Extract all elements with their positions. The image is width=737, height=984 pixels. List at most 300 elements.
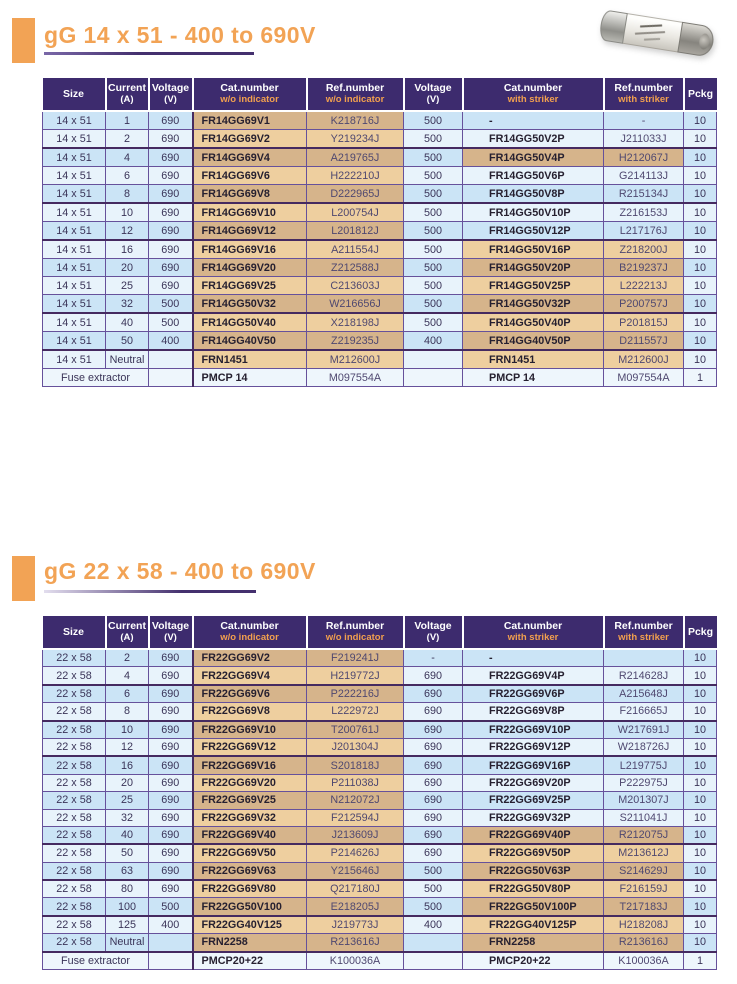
ref-number-cell: D222965J [307,185,404,204]
table-row [43,952,717,970]
ref-number-striker-cell: F216665J [604,703,684,721]
size-cell: 14 x 51 [43,222,106,241]
ref-number-striker-cell: L217176J [604,222,684,241]
cat-number-striker-cell: FR22GG69V4P [463,667,604,685]
voltage-cell: 690 [149,880,193,898]
voltage-striker-cell: 690 [404,809,463,826]
pckg-cell: 10 [684,111,717,130]
ref-number-striker-cell: T217183J [604,898,684,916]
current-cell: 8 [106,703,149,721]
size-cell: 14 x 51 [43,277,106,295]
size-cell: 22 x 58 [43,667,106,685]
cat-number-striker-cell: FR14GG50V10P [463,203,604,222]
cat-number-striker-cell: FR22GG69V40P [463,826,604,844]
cat-number-cell: FR22GG69V2 [193,649,307,667]
column-header: Current (A) [106,616,149,649]
size-cell: 14 x 51 [43,185,106,204]
cat-number-cell: FR14GG69V25 [193,277,307,295]
voltage-cell: 690 [149,809,193,826]
voltage-striker-cell [404,350,463,369]
voltage-striker-cell: 690 [404,756,463,774]
ref-number-cell: F219241J [307,649,404,667]
voltage-striker-cell: 690 [404,703,463,721]
voltage-striker-cell: 400 [404,916,463,934]
title-underline [44,52,254,55]
voltage-cell: 690 [149,649,193,667]
table-row [43,649,717,667]
voltage-striker-cell: 690 [404,774,463,791]
voltage-striker-cell: 690 [404,826,463,844]
current-cell: 12 [106,222,149,241]
fuse-cylinder [598,9,715,57]
ref-number-cell: N212072J [307,792,404,809]
cat-number-cell: FR14GG69V20 [193,259,307,277]
size-cell: 14 x 51 [43,130,106,149]
ref-number-striker-cell: S214629J [604,862,684,880]
fuse-print-mark [635,31,665,35]
cat-number-striker-cell: PMCP20+22 [463,952,604,970]
voltage-cell: 400 [149,916,193,934]
current-cell: 63 [106,862,149,880]
ref-number-cell: X218198J [307,313,404,332]
column-header: Ref.number w/o indicator [307,78,404,111]
current-cell: 2 [106,649,149,667]
pckg-cell: 10 [684,167,717,185]
table-row [43,203,717,222]
voltage-striker-cell: 500 [404,111,463,130]
pckg-cell: 10 [684,295,717,314]
ref-number-striker-cell: H212067J [604,148,684,167]
section-accent-block [12,556,35,601]
cat-number-cell: FR14GG40V50 [193,332,307,351]
ref-number-cell: R213616J [307,934,404,952]
pckg-cell: 10 [684,756,717,774]
cat-number-striker-cell: - [463,111,604,130]
voltage-cell: 690 [149,774,193,791]
current-cell: 1 [106,111,149,130]
pckg-cell: 10 [684,862,717,880]
cat-number-cell: FRN1451 [193,350,307,369]
cat-number-cell: FR22GG40V125 [193,916,307,934]
cat-number-striker-cell: FR22GG69V20P [463,774,604,791]
ref-number-striker-cell: F216159J [604,880,684,898]
ref-number-striker-cell: M212600J [604,350,684,369]
table-header [43,78,717,111]
cat-number-cell: FR22GG50V100 [193,898,307,916]
voltage-striker-cell [404,952,463,970]
table-row [43,826,717,844]
cat-number-striker-cell: FR14GG50V12P [463,222,604,241]
voltage-cell: 690 [149,185,193,204]
ref-number-cell: P214626J [307,844,404,862]
table-row [43,703,717,721]
size-cell: 22 x 58 [43,880,106,898]
ref-number-cell: Z219235J [307,332,404,351]
ref-number-cell: M212600J [307,350,404,369]
ref-number-striker-cell: K100036A [604,952,684,970]
cat-number-striker-cell: FR22GG69V32P [463,809,604,826]
voltage-cell: 690 [149,259,193,277]
cat-number-striker-cell: FR14GG40V50P [463,332,604,351]
pckg-cell: 10 [684,222,717,241]
pckg-cell: 10 [684,332,717,351]
column-header: Cat.number w/o indicator [193,616,307,649]
column-header: Ref.number with striker [604,616,684,649]
ref-number-striker-cell: S211041J [604,809,684,826]
current-cell: 8 [106,185,149,204]
cat-number-cell: FR22GG69V25 [193,792,307,809]
voltage-cell: 690 [149,862,193,880]
cat-number-cell: FR14GG69V2 [193,130,307,149]
cat-number-striker-cell: FRN2258 [463,934,604,952]
voltage-cell [149,952,193,970]
pckg-cell: 10 [684,934,717,952]
cat-number-cell: FR22GG69V8 [193,703,307,721]
ref-number-striker-cell: R213616J [604,934,684,952]
ref-number-striker-cell: R214628J [604,667,684,685]
ref-number-cell: M097554A [307,369,404,387]
ref-number-striker-cell: D211557J [604,332,684,351]
ref-number-cell: T200761J [307,721,404,739]
voltage-cell [149,934,193,952]
current-cell: 16 [106,240,149,259]
pckg-cell: 1 [684,369,717,387]
cat-number-cell: FR14GG69V6 [193,167,307,185]
size-cell: 14 x 51 [43,167,106,185]
voltage-striker-cell: 500 [404,880,463,898]
size-cell: 22 x 58 [43,916,106,934]
current-cell: 20 [106,774,149,791]
cat-number-cell: FR14GG69V4 [193,148,307,167]
ref-number-cell: A219765J [307,148,404,167]
table-body [43,111,717,387]
cat-number-striker-cell: FR14GG50V6P [463,167,604,185]
cat-number-cell: FR22GG69V40 [193,826,307,844]
table-row [43,880,717,898]
cat-number-striker-cell: - [463,649,604,667]
cat-number-cell: FR14GG69V12 [193,222,307,241]
column-header: Voltage (V) [404,616,463,649]
voltage-striker-cell: 500 [404,277,463,295]
voltage-striker-cell: 500 [404,130,463,149]
fuse-print-mark [644,38,660,41]
cat-number-cell: FR14GG50V40 [193,313,307,332]
ref-number-cell: L201812J [307,222,404,241]
current-cell: 125 [106,916,149,934]
pckg-cell: 10 [684,685,717,703]
cat-number-cell: FR22GG69V63 [193,862,307,880]
cat-number-cell: FRN2258 [193,934,307,952]
column-header: Cat.number with striker [463,616,604,649]
ref-number-cell: W216656J [307,295,404,314]
table-row [43,844,717,862]
table-row [43,685,717,703]
voltage-cell: 690 [149,756,193,774]
ref-number-striker-cell: R215134J [604,185,684,204]
table-row [43,721,717,739]
ref-number-striker-cell: L222213J [604,277,684,295]
cat-number-striker-cell: FR22GG69V8P [463,703,604,721]
ref-number-cell: K100036A [307,952,404,970]
pckg-cell: 10 [684,826,717,844]
voltage-striker-cell: 500 [404,898,463,916]
voltage-cell: 500 [149,295,193,314]
size-cell: 22 x 58 [43,862,106,880]
ref-number-striker-cell: G214113J [604,167,684,185]
pckg-cell: 10 [684,148,717,167]
voltage-cell [149,369,193,387]
voltage-striker-cell: 690 [404,738,463,756]
cat-number-cell: FR14GG50V32 [193,295,307,314]
ref-number-cell: P211038J [307,774,404,791]
voltage-cell: 690 [149,277,193,295]
table-header [43,616,717,649]
cat-number-cell: FR22GG69V50 [193,844,307,862]
table-row [43,332,717,351]
ref-number-striker-cell: J211033J [604,130,684,149]
cat-number-striker-cell: FR14GG50V2P [463,130,604,149]
pckg-cell: 10 [684,350,717,369]
pckg-cell: 10 [684,809,717,826]
cat-number-striker-cell: FR22GG69V16P [463,756,604,774]
fuse-ceramic-body [623,13,682,52]
table-row [43,130,717,149]
pckg-cell: 10 [684,185,717,204]
ref-number-cell: C213603J [307,277,404,295]
ref-number-cell: K218716J [307,111,404,130]
cat-number-cell: FR22GG69V10 [193,721,307,739]
ref-number-cell: P222216J [307,685,404,703]
voltage-cell: 690 [149,792,193,809]
ref-number-cell: Z212588J [307,259,404,277]
cat-number-striker-cell: FR22GG50V63P [463,862,604,880]
cat-number-striker-cell: FR14GG50V25P [463,277,604,295]
table-row [43,792,717,809]
voltage-cell: 690 [149,148,193,167]
ref-number-cell: F212594J [307,809,404,826]
voltage-striker-cell: 500 [404,295,463,314]
pckg-cell: 10 [684,259,717,277]
size-cell: 22 x 58 [43,809,106,826]
current-cell: 40 [106,313,149,332]
pckg-cell: 10 [684,130,717,149]
current-cell: 50 [106,844,149,862]
current-cell: 100 [106,898,149,916]
voltage-striker-cell: 690 [404,721,463,739]
table-body [43,649,717,970]
voltage-cell: 500 [149,313,193,332]
current-cell: 16 [106,756,149,774]
current-cell: 10 [106,721,149,739]
cat-number-cell: FR22GG69V16 [193,756,307,774]
pckg-cell: 10 [684,203,717,222]
pckg-cell: 10 [684,667,717,685]
column-header: Voltage (V) [149,78,193,111]
cat-number-striker-cell: FR22GG69V6P [463,685,604,703]
fuse-end-cap-right [677,22,715,58]
voltage-striker-cell: 690 [404,844,463,862]
ref-number-striker-cell: Z216153J [604,203,684,222]
table-row [43,862,717,880]
ref-number-cell: J219773J [307,916,404,934]
cat-number-cell: PMCP 14 [193,369,307,387]
current-cell: 25 [106,277,149,295]
current-cell: 40 [106,826,149,844]
voltage-cell: 690 [149,130,193,149]
cat-number-striker-cell: FR22GG50V100P [463,898,604,916]
size-cell: 22 x 58 [43,756,106,774]
size-cell: 22 x 58 [43,703,106,721]
size-cell: 22 x 58 [43,934,106,952]
pckg-cell: 10 [684,916,717,934]
size-cell: 22 x 58 [43,774,106,791]
fuse-photo [596,10,720,60]
ref-number-cell: A211554J [307,240,404,259]
cat-number-striker-cell: FR14GG50V16P [463,240,604,259]
pckg-cell: 10 [684,738,717,756]
cat-number-striker-cell: FR22GG69V10P [463,721,604,739]
column-header: Ref.number with striker [604,78,684,111]
ref-number-striker-cell: P222975J [604,774,684,791]
cat-number-cell: FR22GG69V4 [193,667,307,685]
table-row [43,756,717,774]
ref-number-striker-cell: W217691J [604,721,684,739]
table-row [43,350,717,369]
current-cell: 10 [106,203,149,222]
ref-number-striker-cell: B219237J [604,259,684,277]
ref-number-cell: J201304J [307,738,404,756]
size-cell: 14 x 51 [43,148,106,167]
cat-number-striker-cell: PMCP 14 [463,369,604,387]
section-title-14x51: gG 14 x 51 - 400 to 690V [44,22,316,48]
voltage-striker-cell: - [404,649,463,667]
voltage-cell: 690 [149,826,193,844]
voltage-striker-cell [404,369,463,387]
ref-number-striker-cell: P201815J [604,313,684,332]
ref-number-striker-cell: H218208J [604,916,684,934]
ref-number-striker-cell: W218726J [604,738,684,756]
voltage-cell: 690 [149,703,193,721]
pckg-cell: 10 [684,774,717,791]
pckg-cell: 1 [684,952,717,970]
voltage-striker-cell: 690 [404,667,463,685]
size-cell: 22 x 58 [43,685,106,703]
voltage-cell: 690 [149,111,193,130]
size-cell: 14 x 51 [43,240,106,259]
pckg-cell: 10 [684,844,717,862]
ref-number-striker-cell: - [604,111,684,130]
pckg-cell: 10 [684,649,717,667]
size-cell: 22 x 58 [43,649,106,667]
column-header: Cat.number w/o indicator [193,78,307,111]
cat-number-striker-cell: FR14GG50V40P [463,313,604,332]
column-header: Current (A) [106,78,149,111]
voltage-striker-cell: 500 [404,240,463,259]
cat-number-cell: FR14GG69V1 [193,111,307,130]
table-row [43,148,717,167]
ref-number-striker-cell: M097554A [604,369,684,387]
pckg-cell: 10 [684,277,717,295]
table-row [43,809,717,826]
current-cell: 32 [106,809,149,826]
title-underline [44,590,256,593]
size-cell: 14 x 51 [43,350,106,369]
current-cell: 2 [106,130,149,149]
voltage-cell: 690 [149,844,193,862]
cat-number-striker-cell: FR14GG50V4P [463,148,604,167]
size-cell: 14 x 51 [43,259,106,277]
ref-number-striker-cell: L219775J [604,756,684,774]
current-cell: 12 [106,738,149,756]
voltage-striker-cell: 500 [404,313,463,332]
cat-number-striker-cell: FR22GG69V12P [463,738,604,756]
voltage-striker-cell: 690 [404,792,463,809]
ref-number-striker-cell: Z218200J [604,240,684,259]
column-header: Voltage (V) [149,616,193,649]
size-cell: 22 x 58 [43,721,106,739]
cat-number-cell: FR14GG69V16 [193,240,307,259]
size-cell: 14 x 51 [43,313,106,332]
column-header: Size [43,616,106,649]
current-cell: 6 [106,167,149,185]
ref-number-cell: S201818J [307,756,404,774]
size-cell: Fuse extractor [43,952,149,970]
table-row [43,916,717,934]
fuse-table-22x58 [42,616,717,970]
ref-number-cell: Q217180J [307,880,404,898]
cat-number-cell: FR22GG69V12 [193,738,307,756]
column-header: Pckg [684,78,717,111]
column-header: Pckg [684,616,717,649]
cat-number-cell: FR22GG69V80 [193,880,307,898]
pckg-cell: 10 [684,313,717,332]
cat-number-striker-cell: FR22GG50V80P [463,880,604,898]
cat-number-cell: PMCP20+22 [193,952,307,970]
ref-number-striker-cell: R212075J [604,826,684,844]
column-header: Ref.number w/o indicator [307,616,404,649]
table-row [43,167,717,185]
ref-number-cell: H219772J [307,667,404,685]
current-cell: 20 [106,259,149,277]
cat-number-striker-cell: FRN1451 [463,350,604,369]
cat-number-striker-cell: FR22GG69V50P [463,844,604,862]
table-row [43,738,717,756]
pckg-cell: 10 [684,898,717,916]
ref-number-cell: L200754J [307,203,404,222]
voltage-cell: 690 [149,222,193,241]
current-cell: 6 [106,685,149,703]
cat-number-cell: FR14GG69V10 [193,203,307,222]
table-row [43,240,717,259]
size-cell: 22 x 58 [43,792,106,809]
voltage-striker-cell: 500 [404,148,463,167]
voltage-striker-cell: 500 [404,203,463,222]
ref-number-striker-cell: M213612J [604,844,684,862]
voltage-striker-cell: 500 [404,259,463,277]
table-row [43,222,717,241]
ref-number-striker-cell: P200757J [604,295,684,314]
cat-number-striker-cell: FR14GG50V8P [463,185,604,204]
pckg-cell: 10 [684,880,717,898]
current-cell: Neutral [106,350,149,369]
table-row [43,295,717,314]
ref-number-striker-cell: A215648J [604,685,684,703]
cat-number-striker-cell: FR14GG50V20P [463,259,604,277]
cat-number-cell: FR22GG69V6 [193,685,307,703]
ref-number-cell: Y215646J [307,862,404,880]
size-cell: 14 x 51 [43,203,106,222]
current-cell: Neutral [106,934,149,952]
